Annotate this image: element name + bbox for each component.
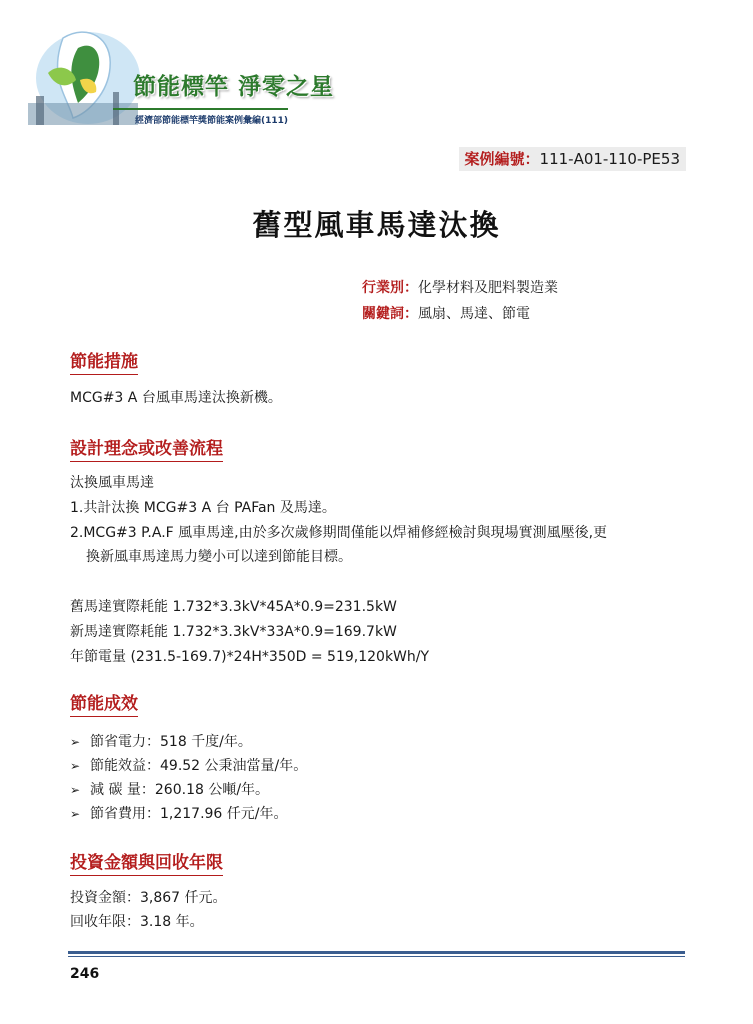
results-item (70, 803, 288, 823)
results-item-text: 節省費用：1,217.96 仟元/年。 (90, 806, 288, 822)
keywords (362, 303, 530, 323)
measures-body: MCG#3 A 台風車馬達汰換新機。 (70, 390, 282, 406)
industry (362, 277, 558, 297)
page-number: 246 (70, 966, 100, 982)
design-line: 換新風車馬達馬力變小可以達到節能目標。 (86, 549, 352, 565)
section-heading-investment: 投資金額與回收年限 (70, 848, 223, 876)
page-title: 舊型風車馬達汰換 (252, 208, 501, 242)
logo-subtitle: 經濟部節能標竿獎節能案例彙編(111) (135, 116, 289, 126)
industry-value: 化學材料及肥料製造業 (418, 280, 558, 296)
investment-line: 投資金額：3,867 仟元。 (70, 890, 227, 906)
results-item (70, 755, 307, 775)
keywords-label: 關鍵詞： (362, 306, 418, 322)
design-line: 1.共計汰換 MCG#3 A 台 PAFan 及馬達。 (70, 500, 336, 516)
arrow-bullet-icon: ➢ (70, 759, 81, 773)
results-item-text: 減 碳 量：260.18 公噸/年。 (90, 782, 270, 798)
header-logo (18, 18, 335, 133)
section-heading-measures: 節能措施 (70, 347, 138, 375)
design-line: 2.MCG#3 P.A.F 風車馬達,由於多次歲修期間僅能以焊補修經檢討與現場實測風壓後,更 (70, 525, 608, 541)
case-number (459, 147, 686, 171)
industry-label: 行業別： (362, 280, 418, 296)
results-item (70, 779, 269, 799)
logo-title: 節能標竿 淨零之星 (133, 73, 335, 100)
design-line: 舊馬達實際耗能 1.732*3.3kV*45A*0.9=231.5kW (70, 599, 397, 615)
footer-rule-thick (68, 951, 685, 954)
design-line: 汰換風車馬達 (70, 475, 154, 491)
arrow-bullet-icon: ➢ (70, 735, 81, 749)
design-line: 年節電量 (231.5-169.7)*24H*350D = 519,120kWh/Y (70, 649, 430, 665)
arrow-bullet-icon: ➢ (70, 783, 81, 797)
results-item-text: 節省電力：518 千度/年。 (90, 734, 252, 750)
investment-line: 回收年限：3.18 年。 (70, 914, 204, 930)
case-number-label: 案例編號： (464, 150, 540, 168)
section-heading-design: 設計理念或改善流程 (70, 434, 223, 462)
arrow-bullet-icon: ➢ (70, 807, 81, 821)
keywords-value: 風扇、馬達、節電 (418, 306, 530, 322)
footer-rule-thin (68, 956, 685, 957)
design-line: 新馬達實際耗能 1.732*3.3kV*33A*0.9=169.7kW (70, 624, 397, 640)
results-item (70, 731, 252, 751)
results-item-text: 節能效益：49.52 公秉油當量/年。 (90, 758, 308, 774)
case-number-value: 111-A01-110-PE53 (539, 150, 680, 168)
section-heading-results: 節能成效 (70, 689, 138, 717)
